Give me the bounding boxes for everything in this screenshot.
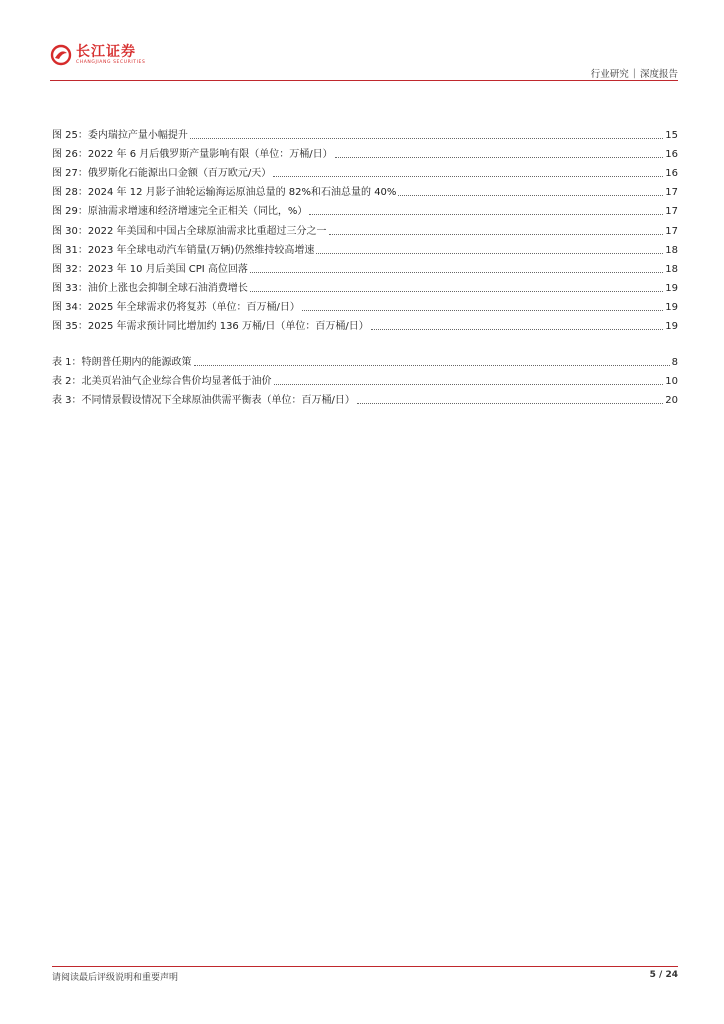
table-of-contents [52,123,678,407]
toc-entry-page[interactable]: 8 [671,357,678,369]
toc-entry-page[interactable]: 17 [665,187,678,199]
toc-entry-page[interactable]: 17 [665,206,678,218]
toc-entry-page[interactable]: 18 [665,244,678,256]
page-header [50,44,678,84]
toc-entry-label[interactable]: 表 2：北美页岩油气企业综合售价均显著低于油价 [52,376,272,388]
toc-entry[interactable] [52,314,678,333]
toc-entry-page[interactable]: 19 [665,321,678,333]
toc-entry-page[interactable]: 20 [665,395,678,407]
toc-leader-dots [398,195,663,196]
toc-entry[interactable] [52,295,678,314]
toc-leader-dots [335,157,664,158]
toc-leader-dots [357,403,663,404]
toc-entry-label[interactable]: 图 29：原油需求增速和经济增速完全正相关（同比，%） [52,206,308,218]
toc-entry[interactable] [52,276,678,295]
table-list [52,350,678,407]
toc-leader-dots [302,310,663,311]
toc-leader-dots [273,176,663,177]
toc-leader-dots [329,234,664,235]
toc-entry[interactable] [52,238,678,257]
toc-entry-label[interactable]: 图 31：2023 年全球电动汽车销量(万辆)仍然维持较高增速 [52,244,315,256]
toc-entry-page[interactable]: 17 [665,225,678,237]
company-logo [50,44,145,66]
toc-entry-page[interactable]: 15 [665,130,678,142]
toc-leader-dots [309,214,663,215]
toc-entry-label[interactable]: 图 27：俄罗斯化石能源出口金额（百万欧元/天） [52,168,272,180]
toc-entry[interactable] [52,350,678,369]
toc-entry[interactable] [52,123,678,142]
toc-entry[interactable] [52,161,678,180]
toc-entry-label[interactable]: 图 34：2025 年全球需求仍将复苏（单位：百万桶/日） [52,301,300,313]
toc-entry-label[interactable]: 图 30：2022 年美国和中国占全球原油需求比重超过三分之一 [52,225,327,237]
toc-entry[interactable] [52,218,678,237]
toc-entry-label[interactable]: 图 35：2025 年需求预计同比增加约 136 万桶/日（单位：百万桶/日） [52,321,369,333]
toc-leader-dots [250,291,663,292]
toc-entry[interactable] [52,180,678,199]
header-divider [50,80,678,81]
toc-leader-dots [194,365,670,366]
toc-entry[interactable] [52,199,678,218]
logo-icon [50,44,72,66]
toc-entry-label[interactable]: 图 32：2023 年 10 月后美国 CPI 高位回落 [52,263,248,275]
page-number: 5 / 24 [649,970,678,980]
figure-list [52,123,678,333]
report-category [591,66,678,80]
toc-entry[interactable] [52,257,678,276]
toc-leader-dots [190,138,663,139]
toc-entry-label[interactable]: 表 3：不同情景假设情况下全球原油供需平衡表（单位：百万桶/日） [52,395,355,407]
toc-entry-label[interactable]: 图 26：2022 年 6 月后俄罗斯产量影响有限（单位：万桶/日） [52,149,333,161]
logo-subtext: CHANGJIANG SECURITIES [76,59,146,65]
section-label: 行业研究 [590,69,629,80]
footer-divider [52,966,678,967]
toc-leader-dots [371,329,664,330]
list-spacer [52,333,678,350]
toc-leader-dots [274,384,664,385]
toc-entry-page[interactable]: 19 [665,301,678,313]
header-separator: | [632,67,636,79]
toc-entry[interactable] [52,388,678,407]
logo-text: 长江证券 [76,43,136,60]
toc-entry-page[interactable]: 16 [665,168,678,180]
toc-entry-label[interactable]: 图 28：2024 年 12 月影子油轮运输海运原油总量的 82%和石油总量的 40% [52,187,397,199]
toc-entry-label[interactable]: 图 33：油价上涨也会抑制全球石油消费增长 [52,282,248,294]
toc-entry[interactable] [52,142,678,161]
toc-entry-page[interactable]: 19 [665,282,678,294]
toc-entry-page[interactable]: 18 [665,263,678,275]
toc-entry-page[interactable]: 16 [665,149,678,161]
toc-entry-label[interactable]: 表 1：特朗普任期内的能源政策 [52,357,192,369]
toc-entry-page[interactable]: 10 [665,376,678,388]
report-type-label: 深度报告 [639,69,678,80]
footer-disclaimer: 请阅读最后评级说明和重要声明 [52,973,179,983]
toc-entry[interactable] [52,369,678,388]
toc-leader-dots [250,272,663,273]
toc-entry-label[interactable]: 图 25：委内瑞拉产量小幅提升 [52,130,188,142]
toc-leader-dots [316,253,663,254]
